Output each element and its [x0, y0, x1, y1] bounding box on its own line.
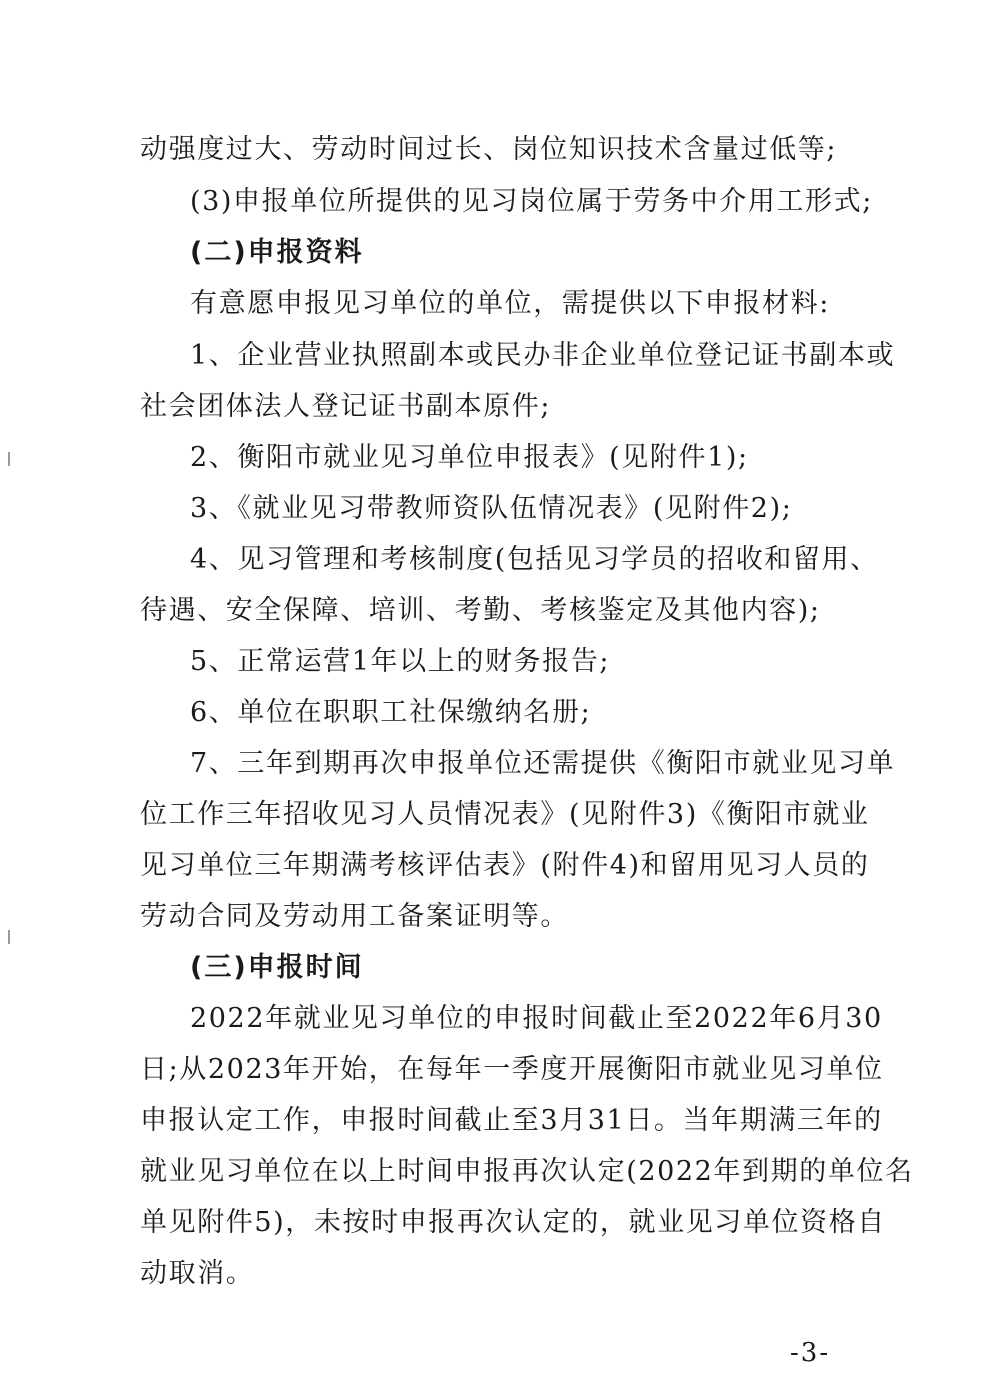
paragraph-line: 2022年就业见习单位的申报时间截止至2022年6月30 — [190, 1003, 883, 1034]
paragraph-line: 动强度过大、劳动时间过长、岗位知识技术含量过低等; — [140, 134, 838, 165]
binding-mark — [8, 930, 10, 944]
paragraph-line: 有意愿申报见习单位的单位，需提供以下申报材料: — [190, 288, 830, 319]
paragraph-line: 劳动合同及劳动用工备案证明等。 — [140, 901, 569, 932]
list-item: 6、单位在职职工社保缴纳名册; — [190, 697, 592, 728]
section-heading-time: (三)申报时间 — [190, 952, 364, 983]
list-item: 3、《就业见习带教师资队伍情况表》(见附件2); — [190, 493, 793, 524]
list-item: 1、企业营业执照副本或民办非企业单位登记证书副本或 — [190, 340, 896, 371]
paragraph-line: 日;从2023年开始，在每年一季度开展衡阳市就业见习单位 — [140, 1054, 884, 1085]
list-item: 2、衡阳市就业见习单位申报表》(见附件1); — [190, 442, 749, 473]
list-item: 5、正常运营1年以上的财务报告; — [190, 646, 611, 677]
page-number: -3- — [790, 1338, 831, 1368]
paragraph-line: 位工作三年招收见习人员情况表》(见附件3)《衡阳市就业 — [140, 799, 870, 830]
paragraph-line: (3)申报单位所提供的见习岗位属于劳务中介用工形式; — [190, 186, 873, 217]
list-item: 7、三年到期再次申报单位还需提供《衡阳市就业见习单 — [190, 748, 896, 779]
paragraph-line: 单见附件5)，未按时申报再次认定的，就业见习单位资格自 — [140, 1207, 886, 1238]
paragraph-line: 待遇、安全保障、培训、考勤、考核鉴定及其他内容); — [140, 595, 821, 626]
paragraph-line: 就业见习单位在以上时间申报再次认定(2022年到期的单位名 — [140, 1156, 914, 1187]
paragraph-line: 动取消。 — [140, 1258, 255, 1289]
paragraph-line: 申报认定工作，申报时间截止至3月31日。当年期满三年的 — [140, 1105, 883, 1136]
list-item: 4、见习管理和考核制度(包括见习学员的招收和留用、 — [190, 544, 879, 575]
binding-mark — [8, 452, 10, 466]
paragraph-line: 社会团体法人登记证书副本原件; — [140, 391, 552, 422]
paragraph-line: 见习单位三年期满考核评估表》(附件4)和留用见习人员的 — [140, 850, 870, 881]
section-heading-materials: (二)申报资料 — [190, 237, 364, 268]
